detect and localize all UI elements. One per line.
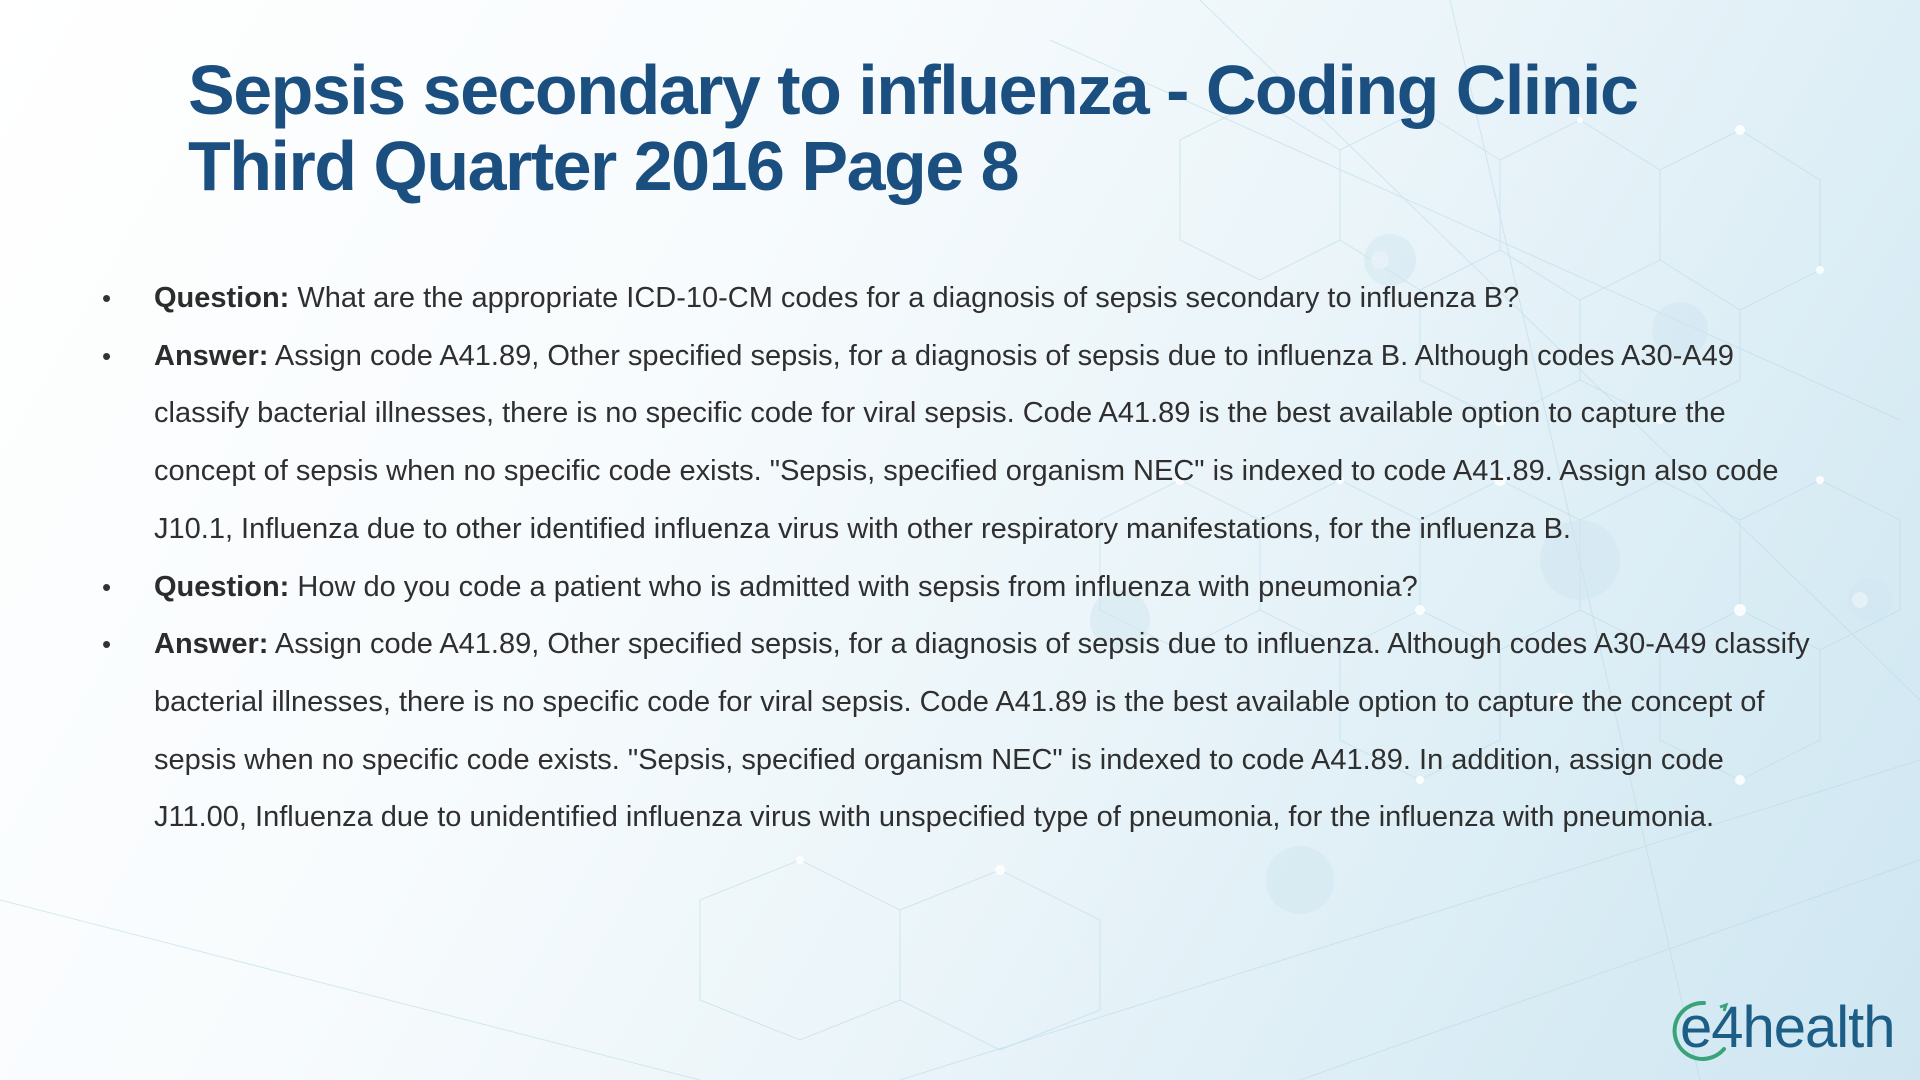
bullet-item-question-1 — [100, 270, 1820, 328]
bullet-list — [100, 270, 1820, 847]
bullet-item-answer-1 — [100, 328, 1820, 559]
bullet-item-question-2 — [100, 559, 1820, 617]
logo-text: e4health — [1680, 995, 1895, 1060]
slide-title — [188, 52, 1788, 204]
question-text: What are the appropriate ICD-10-CM codes for a diagnosis of sepsis secondary to influenza B? — [289, 282, 1520, 314]
question-label: Question: — [154, 282, 290, 314]
answer-text: Assign code A41.89, Other specified sepsis, for a diagnosis of sepsis due to influenza. Although codes A30-A49 classify bacterial illnesses, there is no specific code for viral sepsis. Code A41.89 is the best available option to capture the concept of sepsis when no specific code exists. "Sepsis, specified organism NEC" is indexed to code A41.89. In addition, assign code J11.00, Influenza due to unidentified influenza virus with unspecified type of pneumonia, for the influenza with pneumonia. — [154, 628, 1810, 834]
bullet-dot-icon: • — [102, 340, 112, 371]
slide-title-line-1: Sepsis secondary to influenza - Coding Clinic — [188, 51, 1638, 129]
answer-label: Answer: — [154, 628, 269, 661]
e4health-logo — [1664, 995, 1904, 1065]
bullet-dot-icon: • — [102, 283, 112, 313]
answer-text: Assign code A41.89, Other specified sepsis, for a diagnosis of sepsis due to influenza B. Although codes A30-A49 classify bacterial illnesses, there is no specific code for viral sepsis. Code A41.89 is the best available option to capture the concept of sepsis when no specific code exists. "Sepsis, specified organism NEC" is indexed to code A41.89. Assign also code J10.1, Influenza due to other identified influenza virus with other respiratory manifestations, for the influenza B. — [154, 339, 1779, 545]
answer-label: Answer: — [154, 339, 269, 372]
bullet-item-answer-2 — [100, 616, 1820, 847]
slide-title-line-2: Third Quarter 2016 Page 8 — [188, 127, 1019, 205]
question-text: How do you code a patient who is admitted with sepsis from influenza with pneumonia? — [289, 570, 1418, 603]
question-label: Question: — [154, 570, 290, 603]
bullet-dot-icon: • — [102, 571, 112, 602]
bullet-dot-icon: • — [102, 629, 112, 660]
